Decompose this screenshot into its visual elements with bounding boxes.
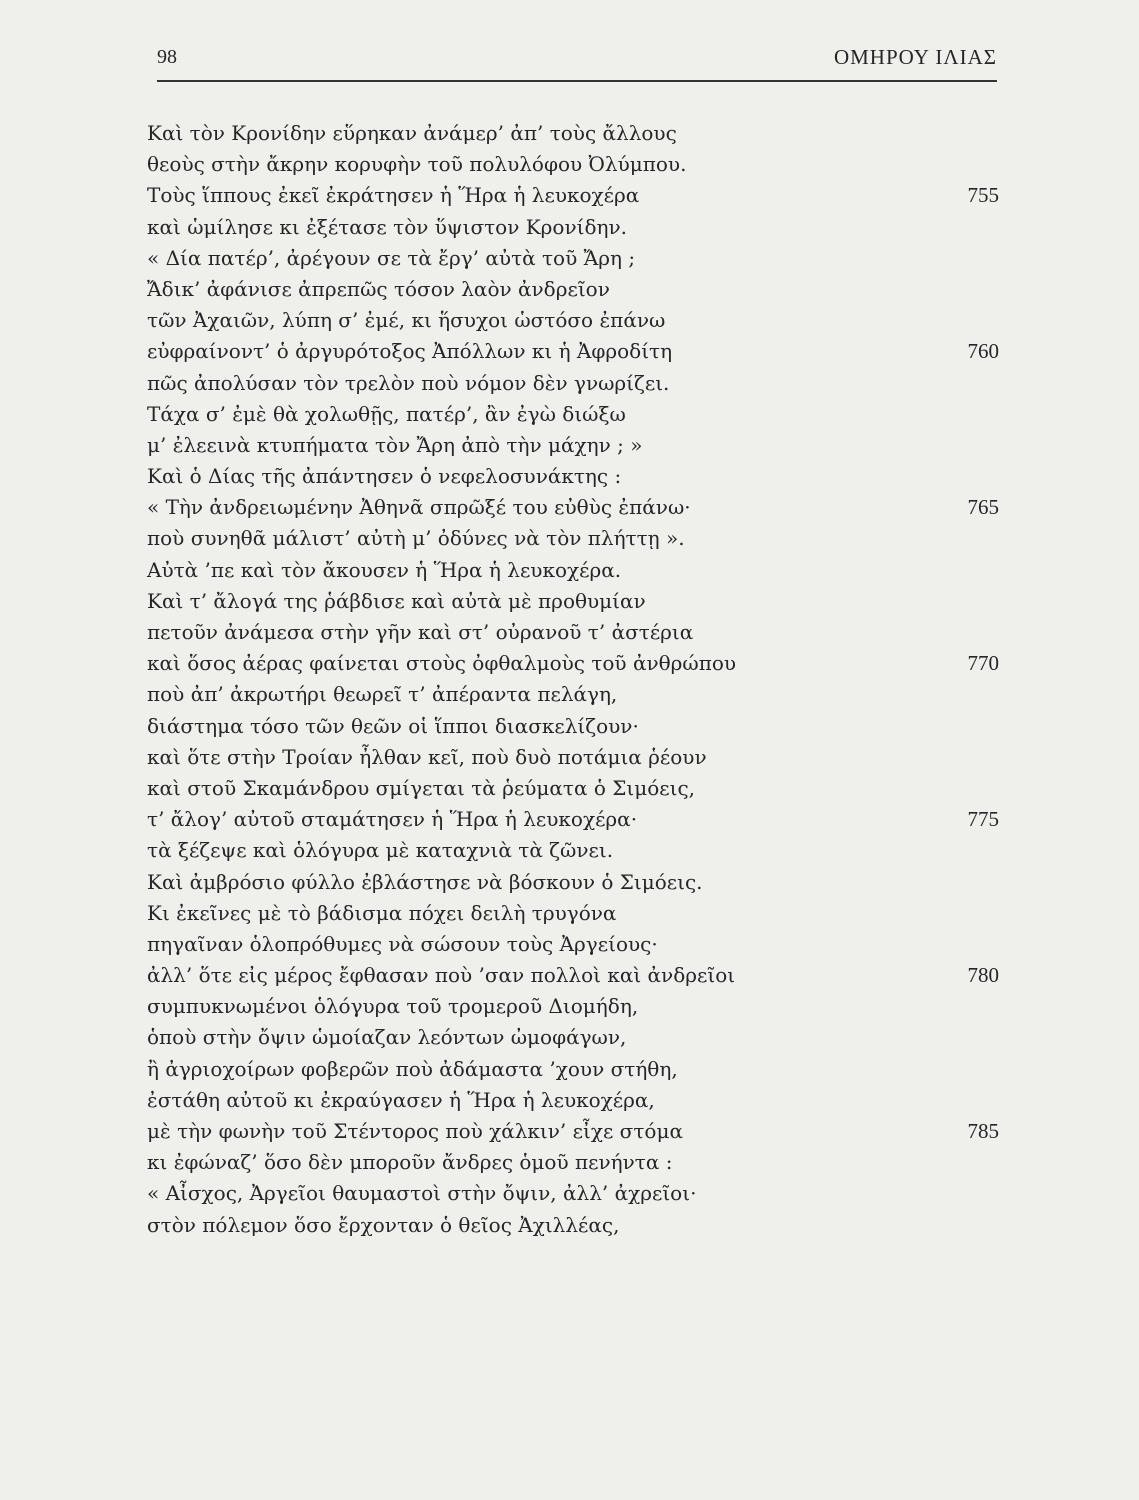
verse-line (147, 149, 999, 180)
verse-line (147, 492, 999, 523)
verse-text: καὶ στοῦ Σκαμάνδρου σμίγεται τὰ ῥεύματα ὁ Σιμόεις, (147, 775, 696, 800)
verse-text: Καὶ τὸν Κρονίδην εὕρηκαν ἀνάμερ’ ἀπ’ τοὺς ἄλλους (147, 121, 677, 145)
verse-line (147, 555, 999, 586)
verse-text: τῶν Ἀχαιῶν, λύπη σ’ ἐμέ, κι ἥσυχοι ὡστόσο ἐπάνω (147, 308, 666, 333)
verse-text: μὲ τὴν φωνὴν τοῦ Στέντορος ποὺ χάλκιν’ εἶχε στόμα (147, 1119, 683, 1143)
header-rule (157, 80, 997, 82)
verse-text: εὐφραίνοντ’ ὁ ἀργυρότοξος Ἀπόλλων κι ἡ Ἀφροδίτη (147, 339, 673, 364)
verse-text: πηγαῖναν ὁλοπρόθυμες νὰ σώσουν τοὺς Ἀργείους· (147, 931, 658, 956)
verse-text: θεοὺς στὴν ἄκρην κορυφὴν τοῦ πολυλόφου Ὀλύμπου. (147, 152, 687, 177)
poem-text (147, 118, 999, 1241)
verse-text: συμπυκνωμένοι ὁλόγυρα τοῦ τρομεροῦ Διομήδη, (147, 994, 639, 1019)
verse-text: ἢ ἀγριοχοίρων φοβερῶν ποὺ ἀδάμαστα ’χουν στήθη, (147, 1056, 678, 1081)
verse-line (147, 336, 999, 367)
verse-text: μ’ ἐλεεινὰ κτυπήματα τὸν Ἄρη ἀπὸ τὴν μάχην ; » (147, 432, 643, 457)
verse-text: διάστημα τόσο τῶν θεῶν οἱ ἵπποι διασκελίζουν· (147, 713, 639, 738)
verse-text: καὶ ὡμίλησε κι ἐξέτασε τὸν ὕψιστον Κρονίδην. (147, 214, 627, 239)
verse-line (147, 1178, 999, 1209)
verse-line (147, 1085, 999, 1116)
verse-line (147, 960, 999, 991)
verse-line (147, 430, 999, 461)
verse-line (147, 523, 999, 554)
verse-line (147, 867, 999, 898)
verse-line (147, 461, 999, 492)
verse-text: Κι ἐκεῖνες μὲ τὸ βάδισμα πόχει δειλὴ τρυγόνα (147, 900, 617, 925)
verse-text: Αὐτὰ ’πε καὶ τὸν ἄκουσεν ἡ Ἥρα ἡ λευκοχέρα. (147, 557, 622, 582)
verse-text: τὰ ξέζεψε καὶ ὁλόγυρα μὲ καταχνιὰ τὰ ζῶνει. (147, 838, 614, 863)
verse-line (147, 1210, 999, 1241)
verse-text: πῶς ἀπολύσαν τὸν τρελὸν ποὺ νόμον δὲν γνωρίζει. (147, 370, 670, 395)
verse-line (147, 118, 999, 149)
verse-line (147, 898, 999, 929)
verse-text: Καὶ ἀμβρόσιο φύλλο ἐβλάστησε νὰ βόσκουν ὁ Σιμόεις. (147, 869, 703, 894)
verse-text: ποὺ συνηθᾶ μάλιστ’ αὐτὴ μ’ ὀδύνες νὰ τὸν πλήττῃ ». (147, 526, 685, 551)
verse-line (147, 243, 999, 274)
verse-text: Ἄδικ’ ἀφάνισε ἀπρεπῶς τόσον λαὸν ἀνδρεῖον (147, 276, 610, 301)
verse-number: 755 (967, 183, 999, 208)
verse-line (147, 679, 999, 710)
verse-number: 785 (967, 1119, 999, 1143)
verse-line (147, 991, 999, 1022)
verse-line (147, 617, 999, 648)
verse-line (147, 711, 999, 742)
verse-number: 770 (967, 651, 999, 676)
verse-line (147, 212, 999, 243)
verse-text: καὶ ὅσος ἀέρας φαίνεται στοὺς ὀφθαλμοὺς τοῦ ἀνθρώπου (147, 651, 737, 676)
verse-text: ποὺ ἀπ’ ἀκρωτήρι θεωρεῖ τ’ ἀπέραντα πελάγη, (147, 682, 618, 707)
verse-line (147, 180, 999, 211)
verse-number: 780 (967, 963, 999, 988)
verse-number: 765 (967, 495, 999, 520)
verse-line (147, 368, 999, 399)
verse-line (147, 274, 999, 305)
verse-line (147, 1147, 999, 1178)
verse-text: « Αἶσχος, Ἀργεῖοι θαυμαστοὶ στὴν ὄψιν, ἀλλ’ ἀχρεῖοι· (147, 1181, 697, 1206)
verse-text: Τάχα σ’ ἐμὲ θὰ χολωθῇς, πατέρ’, ἂν ἐγὼ διώξω (147, 401, 626, 426)
verse-line (147, 399, 999, 430)
verse-text: καὶ ὅτε στὴν Τροίαν ἦλθαν κεῖ, ποὺ δυὸ ποτάμια ῥέουν (147, 744, 707, 769)
verse-text: ἐστάθη αὐτοῦ κι ἐκραύγασεν ἡ Ἥρα ἡ λευκοχέρα, (147, 1087, 655, 1112)
verse-line (147, 773, 999, 804)
verse-line (147, 305, 999, 336)
verse-line (147, 929, 999, 960)
running-title: ΟΜΗΡΟΥ ΙΛΙΑΣ (833, 45, 997, 69)
verse-text: « Τὴν ἀνδρειωμένην Ἀθηνᾶ σπρῶξέ του εὐθὺς ἐπάνω· (147, 495, 691, 520)
verse-text: ἀλλ’ ὅτε εἰς μέρος ἔφθασαν ποὺ ’σαν πολλοὶ καὶ ἀνδρεῖοι (147, 963, 736, 988)
verse-text: Τοὺς ἵππους ἐκεῖ ἐκράτησεν ἡ Ἥρα ἡ λευκοχέρα (147, 183, 640, 208)
verse-line (147, 648, 999, 679)
verse-text: στὸν πόλεμον ὅσο ἔρχονταν ὁ θεῖος Ἀχιλλέας, (147, 1212, 620, 1237)
verse-text: ὁποὺ στὴν ὄψιν ὡμοίαζαν λεόντων ὠμοφάγων, (147, 1025, 627, 1050)
verse-text: κι ἐφώναζ’ ὅσο δὲν μποροῦν ἄνδρες ὁμοῦ πενήντα : (147, 1150, 673, 1175)
verse-text: Καὶ τ’ ἄλογά της ῥάβδισε καὶ αὐτὰ μὲ προθυμίαν (147, 588, 646, 613)
verse-line (147, 586, 999, 617)
verse-line (147, 1054, 999, 1085)
verse-line (147, 1022, 999, 1053)
verse-text: τ’ ἄλογ’ αὐτοῦ σταμάτησεν ἡ Ἥρα ἡ λευκοχέρα· (147, 807, 638, 832)
verse-text: « Δία πατέρ’, ἀρέγουν σε τὰ ἔργ’ αὐτὰ τοῦ Ἄρη ; (147, 245, 636, 270)
verse-number: 775 (967, 807, 999, 832)
verse-text: Καὶ ὁ Δίας τῆς ἀπάντησεν ὁ νεφελοσυνάκτης : (147, 464, 622, 489)
verse-line (147, 742, 999, 773)
verse-line (147, 804, 999, 835)
verse-line (147, 1116, 999, 1147)
page-number: 98 (157, 46, 177, 68)
page-header (157, 38, 997, 78)
verse-number: 760 (967, 339, 999, 364)
verse-text: πετοῦν ἀνάμεσα στὴν γῆν καὶ στ’ οὐρανοῦ τ’ ἀστέρια (147, 620, 694, 644)
verse-line (147, 835, 999, 866)
